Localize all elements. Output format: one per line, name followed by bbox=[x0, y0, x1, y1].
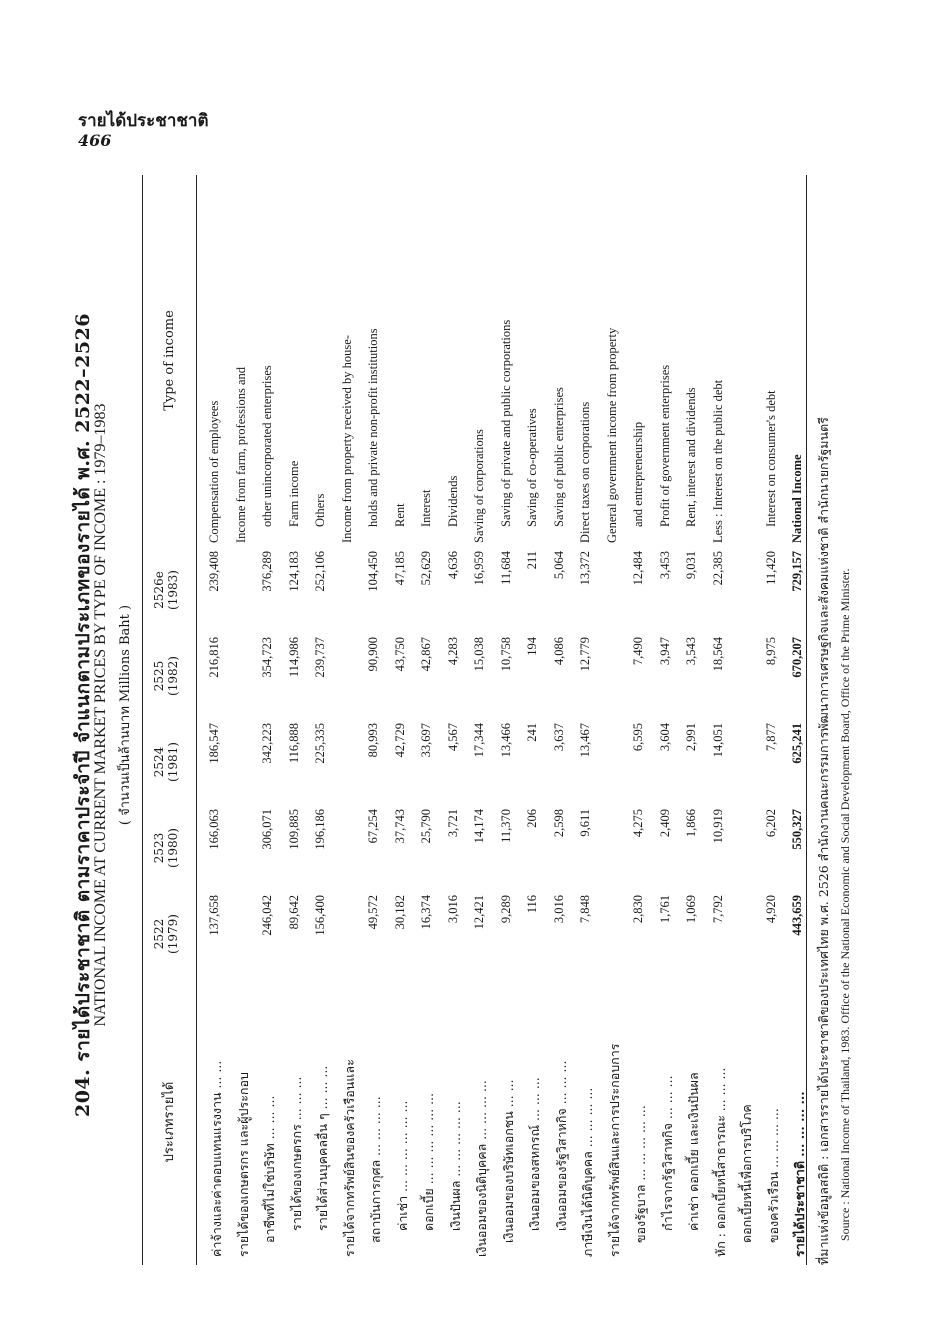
cell-value: 67,254 bbox=[366, 809, 380, 844]
cell-value: 4,283 bbox=[445, 637, 460, 666]
table-row bbox=[388, 175, 415, 1265]
row-label-english: Interest on consumer's debt bbox=[763, 390, 778, 527]
year-be: 2525 bbox=[152, 660, 166, 692]
row-label-english: Farm income bbox=[286, 460, 301, 527]
cell-value: 42,867 bbox=[419, 637, 433, 672]
row-label-english: Profit of government enterprises bbox=[657, 364, 672, 527]
cell-value: 4,275 bbox=[631, 809, 645, 838]
table-row bbox=[282, 175, 309, 1265]
header-rule bbox=[196, 175, 197, 1265]
cell-value: 104,450 bbox=[366, 551, 380, 592]
row-label-thai: ดอกเบี้ยหนี้เพื่อการบริโภค bbox=[739, 1104, 754, 1243]
table-row bbox=[573, 175, 600, 1265]
year-ce: (1979) bbox=[166, 914, 181, 954]
cell-value: 17,344 bbox=[472, 723, 486, 758]
cell-value: 12,484 bbox=[631, 551, 645, 586]
year-be: 2524 bbox=[152, 746, 166, 778]
table-row bbox=[706, 175, 733, 1265]
cell-value: 1,069 bbox=[684, 895, 698, 924]
row-label-thai: ของครัวเรือน ... ... ... ... bbox=[765, 1108, 781, 1243]
table-row bbox=[202, 175, 229, 1265]
row-label-english: Compensation of employees bbox=[207, 400, 221, 543]
cell-value: 3,543 bbox=[684, 637, 698, 666]
row-label-english: and entrepreneurship bbox=[631, 421, 645, 527]
table-row bbox=[335, 175, 362, 1265]
cell-value: 7,792 bbox=[710, 895, 725, 924]
table-row bbox=[441, 175, 468, 1265]
cell-value: 3,947 bbox=[657, 637, 672, 666]
table-row bbox=[679, 175, 706, 1265]
year-ce: (1982) bbox=[166, 656, 181, 696]
cell-value: 7,848 bbox=[578, 895, 592, 924]
table-row bbox=[600, 175, 627, 1265]
cell-value: 3,637 bbox=[551, 723, 566, 752]
cell-value: 6,202 bbox=[763, 809, 778, 838]
cell-value: 2,598 bbox=[551, 809, 566, 838]
table-row bbox=[255, 175, 282, 1265]
year-ce: (1983) bbox=[166, 570, 181, 610]
table-row bbox=[229, 175, 256, 1265]
column-header-english: Type of income bbox=[162, 310, 177, 411]
cell-value: 114,986 bbox=[286, 637, 301, 678]
cell-value: 13,466 bbox=[498, 723, 513, 758]
table-units: ( จำนวนเป็นล้านบาท Millions Baht ) bbox=[118, 604, 133, 826]
column-header-thai: ประเภทรายได้ bbox=[162, 1081, 177, 1163]
table-row bbox=[361, 175, 388, 1265]
row-label-thai: ค่าเช่า ... ... ... ... ... ... bbox=[394, 1100, 410, 1231]
row-label-thai: รายได้จากทรัพย์สินของครัวเรือนและ bbox=[341, 1059, 357, 1257]
cell-value: 166,063 bbox=[207, 809, 221, 850]
row-label-thai: เงินออมของนิติบุคคล ... ... ... ... bbox=[474, 1080, 489, 1257]
cell-value: 11,684 bbox=[498, 551, 513, 585]
row-label-thai: อาชีพที่ไม่ใช่บริษัท ... ... ... bbox=[262, 1095, 277, 1243]
cell-value: 194 bbox=[525, 637, 539, 656]
cell-value: 7,877 bbox=[763, 723, 778, 752]
cell-value: 89,642 bbox=[286, 895, 301, 930]
year-header-1979 bbox=[152, 895, 181, 973]
cell-value: 1,761 bbox=[657, 895, 672, 924]
page-header bbox=[78, 112, 209, 150]
row-label-thai: ภาษีเงินได้นิติบุคคล ... ... ... ... bbox=[580, 1087, 595, 1257]
cell-value: 3,016 bbox=[551, 895, 566, 924]
cell-value: 3,016 bbox=[445, 895, 460, 924]
cell-value: 3,453 bbox=[657, 551, 672, 580]
row-label-thai: รายได้ของเกษตรกร ... ... ... bbox=[288, 1076, 304, 1231]
cell-value: 211 bbox=[525, 551, 539, 570]
cell-value: 2,991 bbox=[684, 723, 698, 752]
cell-value: 52,629 bbox=[419, 551, 433, 586]
year-be: 2523 bbox=[152, 832, 166, 864]
cell-value: 239,408 bbox=[207, 551, 221, 592]
row-label-thai: รายได้ของเกษตรกร และผู้ประกอบ bbox=[235, 1072, 251, 1257]
row-label-english: Saving of corporations bbox=[472, 429, 486, 543]
top-rule bbox=[142, 175, 143, 1265]
table-row bbox=[547, 175, 574, 1265]
cell-value: 550,327 bbox=[790, 809, 804, 850]
cell-value: 12,779 bbox=[578, 637, 592, 672]
cell-value: 4,920 bbox=[763, 895, 778, 924]
row-label-thai: ค่าจ้างและค่าตอบแทนแรงงาน ... ... bbox=[209, 1060, 224, 1257]
cell-value: 15,038 bbox=[472, 637, 486, 672]
row-label-english: Income from property received by house- bbox=[339, 335, 354, 543]
row-label-thai: ดอกเบี้ย ... ... ... ... ... ... bbox=[421, 1092, 436, 1231]
cell-value: 196,186 bbox=[313, 809, 327, 850]
cell-value: 22,385 bbox=[710, 551, 725, 586]
cell-value: 156,400 bbox=[313, 895, 327, 936]
bottom-rule bbox=[806, 175, 807, 1265]
cell-value: 25,790 bbox=[419, 809, 433, 844]
cell-value: 252,106 bbox=[313, 551, 327, 592]
cell-value: 3,604 bbox=[657, 723, 672, 752]
cell-value: 42,729 bbox=[392, 723, 407, 758]
cell-value: 206 bbox=[525, 809, 539, 828]
cell-value: 124,183 bbox=[286, 551, 301, 592]
cell-value: 12,421 bbox=[472, 895, 486, 930]
row-label-thai: ค่าเช่า ดอกเบี้ย และเงินปันผล bbox=[686, 1072, 701, 1231]
cell-value: 625,241 bbox=[790, 723, 804, 764]
row-label-english: Direct taxes on corporations bbox=[578, 401, 592, 543]
cell-value: 246,042 bbox=[260, 895, 274, 936]
cell-value: 49,572 bbox=[366, 895, 380, 930]
cell-value: 13,467 bbox=[578, 723, 592, 758]
cell-value: 137,658 bbox=[207, 895, 221, 936]
year-ce: (1981) bbox=[166, 742, 181, 782]
cell-value: 186,547 bbox=[207, 723, 221, 764]
row-label-english: Saving of private and public corporations bbox=[498, 319, 513, 527]
cell-value: 16,959 bbox=[472, 551, 486, 586]
cell-value: 670,207 bbox=[790, 637, 804, 678]
row-label-english: General government income from property bbox=[604, 327, 619, 543]
row-label-thai: รายได้ส่วนบุคคลอื่น ๆ ... ... ... bbox=[315, 1065, 330, 1231]
row-label-english: holds and private non-profit institutions bbox=[366, 328, 380, 527]
year-be: 2522 bbox=[152, 918, 166, 950]
cell-value: 10,919 bbox=[710, 809, 725, 844]
page-number: 466 bbox=[78, 130, 112, 150]
cell-value: 11,370 bbox=[498, 809, 513, 843]
table-row bbox=[732, 175, 759, 1265]
cell-value: 306,071 bbox=[260, 809, 274, 850]
cell-value: 16,374 bbox=[419, 895, 433, 930]
table-row bbox=[520, 175, 547, 1265]
row-label-thai: รายได้จากทรัพย์สินและการประกอบการ bbox=[606, 1043, 622, 1257]
cell-value: 729,157 bbox=[790, 551, 804, 592]
row-label-thai: กำไรจากรัฐวิสาหกิจ ... ... ... bbox=[659, 1075, 675, 1231]
row-label-english: National Income bbox=[790, 454, 804, 543]
year-ce: (1980) bbox=[166, 828, 181, 868]
cell-value: 37,743 bbox=[392, 809, 407, 844]
year-header-1980 bbox=[152, 809, 181, 887]
cell-value: 7,490 bbox=[631, 637, 645, 666]
row-label-english: Saving of public enterprises bbox=[551, 387, 566, 527]
row-label-thai: เงินออมของบริษัทเอกชน ... ... bbox=[500, 1079, 516, 1243]
cell-value: 90,900 bbox=[366, 637, 380, 672]
row-label-english: Saving of co-operatives bbox=[525, 408, 539, 527]
year-header-1983 bbox=[152, 551, 181, 629]
row-label-english: Less : Interest on the public debt bbox=[710, 379, 725, 543]
cell-value: 116,888 bbox=[286, 723, 301, 764]
row-label-english: Rent bbox=[392, 503, 407, 527]
source-english: Source : National Income of Thailand, 1983. Office of the National Economic and Social Development Board, Office of the Prime Minister. bbox=[838, 568, 852, 1241]
year-header-1981 bbox=[152, 723, 181, 801]
cell-value: 14,051 bbox=[710, 723, 725, 758]
rotated-table-page bbox=[62, 175, 882, 1265]
row-label-thai: สถาบันการกุศล ... ... ... ... bbox=[368, 1096, 383, 1243]
cell-value: 33,697 bbox=[419, 723, 433, 758]
cell-value: 3,721 bbox=[445, 809, 460, 838]
table-title-english: NATIONAL INCOME AT CURRENT MARKET PRICES BY TYPE OF INCOME : 1979–1983 bbox=[92, 403, 109, 1027]
cell-value: 342,223 bbox=[260, 723, 274, 764]
row-label-thai: ของรัฐบาล ... ... ... ... ... bbox=[633, 1105, 648, 1243]
running-title: รายได้ประชาชาติ bbox=[78, 111, 209, 131]
cell-value: 109,885 bbox=[286, 809, 301, 850]
year-be: 2526e bbox=[152, 571, 166, 609]
cell-value: 9,289 bbox=[498, 895, 513, 924]
cell-value: 4,567 bbox=[445, 723, 460, 752]
cell-value: 80,993 bbox=[366, 723, 380, 758]
cell-value: 354,723 bbox=[260, 637, 274, 678]
row-label-thai: เงินออมของรัฐวิสาหกิจ ... ... ... bbox=[553, 1060, 569, 1231]
cell-value: 6,595 bbox=[631, 723, 645, 752]
cell-value: 8,975 bbox=[763, 637, 778, 666]
source-thai: ที่มาแห่งข้อมูลสถิติ : เอกสารรายได้ประชาชาติของประเทศไทย พ.ศ. 2526 สำนักงานคณะกรรมการพัฒนาการเศรษฐกิจและสังคมแห่งชาติ สำนักนายกรัฐมนตรี bbox=[816, 417, 831, 1265]
row-label-english: Others bbox=[313, 493, 327, 527]
cell-value: 225,335 bbox=[313, 723, 327, 764]
row-label-thai: รายได้ประชาชาติ ... ... ... ... bbox=[792, 1091, 807, 1257]
cell-value: 10,758 bbox=[498, 637, 513, 672]
cell-value: 13,372 bbox=[578, 551, 592, 586]
cell-value: 376,289 bbox=[260, 551, 274, 592]
cell-value: 2,409 bbox=[657, 809, 672, 838]
table-row bbox=[785, 175, 812, 1265]
row-label-thai: หัก : ดอกเบี้ยหนี้สาธารณะ ... ... ... bbox=[712, 1067, 728, 1257]
cell-value: 2,830 bbox=[631, 895, 645, 924]
cell-value: 1,866 bbox=[684, 809, 698, 838]
cell-value: 216,816 bbox=[207, 637, 221, 678]
cell-value: 43,750 bbox=[392, 637, 407, 672]
table-row bbox=[308, 175, 335, 1265]
cell-value: 443,659 bbox=[790, 895, 804, 936]
table-row bbox=[626, 175, 653, 1265]
table-row bbox=[759, 175, 786, 1265]
cell-value: 239,737 bbox=[313, 637, 327, 678]
row-label-thai: เงินออมของสหกรณ์ ... ... ... bbox=[527, 1077, 542, 1231]
cell-value: 30,182 bbox=[392, 895, 407, 930]
table-row bbox=[414, 175, 441, 1265]
year-header-1982 bbox=[152, 637, 181, 715]
cell-value: 14,174 bbox=[472, 809, 486, 844]
table-row bbox=[653, 175, 680, 1265]
row-label-english: Dividends bbox=[445, 475, 460, 527]
row-label-english: Rent, interest and dividends bbox=[684, 387, 698, 527]
cell-value: 18,564 bbox=[710, 637, 725, 672]
row-label-english: Interest bbox=[419, 489, 433, 527]
row-label-english: other unincorporated enterprises bbox=[260, 365, 274, 527]
table-title-thai: 204. รายได้ประชาชาติ ตามราคาประจำปี จำแนกตามประเภทของรายได้ พ.ศ. 2522–2526 bbox=[72, 312, 94, 1118]
cell-value: 9,611 bbox=[578, 809, 592, 837]
cell-value: 47,185 bbox=[392, 551, 407, 586]
cell-value: 116 bbox=[525, 895, 539, 914]
table-row bbox=[467, 175, 494, 1265]
cell-value: 241 bbox=[525, 723, 539, 742]
table-row bbox=[494, 175, 521, 1265]
row-label-english: Income from farm, professions and bbox=[233, 367, 248, 543]
cell-value: 9,031 bbox=[684, 551, 698, 580]
row-label-thai: เงินปันผล ... ... ... ... ... bbox=[447, 1101, 463, 1231]
cell-value: 11,420 bbox=[763, 551, 778, 585]
cell-value: 4,086 bbox=[551, 637, 566, 666]
cell-value: 5,064 bbox=[551, 551, 566, 580]
cell-value: 4,636 bbox=[445, 551, 460, 580]
